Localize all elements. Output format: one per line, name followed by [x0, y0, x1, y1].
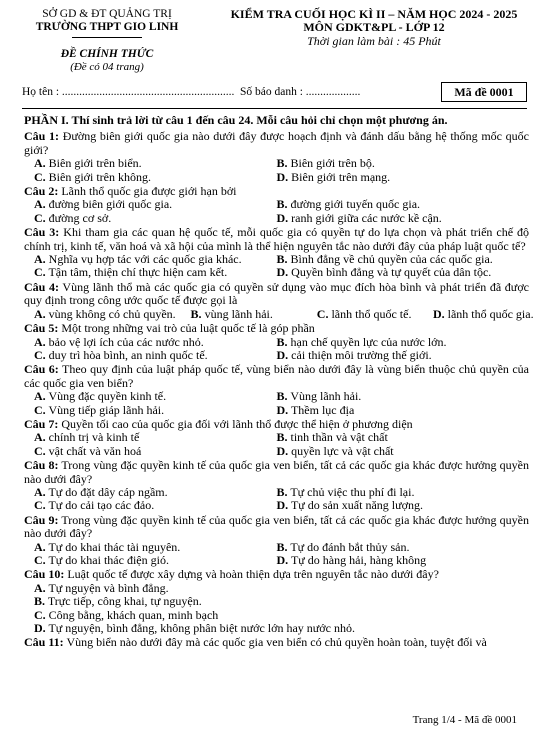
option-c[interactable]: C. lãnh thổ quốc tế. [316, 306, 412, 321]
option-d[interactable]: D. Tự do hàng hải, hàng không [276, 553, 427, 567]
option-b[interactable]: B. Tự chủ việc thu phí đi lại. [276, 484, 415, 499]
question-text: Trong vùng đặc quyền kinh tế của quốc gia ven biển, tất cả các quốc gia khác được hưởng quyền nào dưới đây? [24, 512, 529, 541]
question-5 [24, 322, 529, 362]
exam-code-box: Mã đề 0001 [441, 82, 527, 102]
option-b[interactable]: B. tinh thần và vật chất [276, 430, 388, 445]
exam-info-block [218, 8, 530, 48]
option-b[interactable]: B. vùng lãnh hải. [190, 306, 273, 321]
option-d[interactable]: D. Tự nguyện, bình đẳng, không phân biệt nước lớn hay nước nhỏ. [34, 621, 355, 636]
question-text: Khi tham gia các quan hệ quốc tế, mỗi quốc gia có quyền tự do lựa chọn và phát triển chế độ chính trị, kinh tế, văn hoá và xã hội của mình là thể hiện nguyên tắc nào dưới đây của pháp luật quốc tế? [24, 225, 530, 253]
question-number: Câu 11: [24, 635, 64, 650]
option-a[interactable]: A. Tự do đặt dây cáp ngầm. [34, 484, 168, 499]
question-2 [24, 185, 529, 225]
option-c[interactable]: C. Vùng tiếp giáp lãnh hải. [34, 402, 165, 417]
question-number: Câu 3: [24, 225, 60, 240]
option-c[interactable]: C. Tự do cải tạo các đảo. [34, 498, 155, 513]
question-11 [24, 636, 529, 649]
part-heading: PHẦN I. Thí sinh trả lời từ câu 1 đến câu 24. Mỗi câu hỏi chỉ chọn một phương án. [24, 113, 448, 127]
option-a[interactable]: A. Tự nguyện và bình đẳng. [34, 580, 169, 595]
question-number: Câu 2: [24, 184, 59, 199]
option-d[interactable]: D. Thềm lục địa [276, 402, 355, 417]
exam-header [0, 7, 539, 74]
question-text: Vùng biển nào dưới đây mà các quốc gia ven biển có chủ quyền hoàn toàn, tuyệt đối và [66, 635, 487, 650]
option-a[interactable]: A. vùng không có chủ quyền. [34, 306, 176, 321]
option-a[interactable]: A. Nghĩa vụ hợp tác với các quốc gia khác. [34, 252, 242, 267]
divider [72, 37, 142, 38]
question-text: Theo quy định của luật pháp quốc tế, vùng biển nào dưới đây là vùng biển thuộc chủ quyền của các quốc gia ven biển? [24, 362, 529, 390]
option-a[interactable]: A. bảo vệ lợi ích của các nước nhỏ. [34, 334, 204, 349]
option-c[interactable]: C. Công bằng, khách quan, minh bạch [34, 607, 219, 622]
option-c[interactable]: C. Tự do khai thác điện gió. [34, 553, 169, 567]
candidate-number-field[interactable]: Số báo danh : ................... [240, 86, 361, 98]
question-text: Một trong những vai trò của luật quốc tế là góp phần [61, 321, 315, 336]
school-block [22, 8, 192, 75]
question-number: Câu 6: [24, 362, 59, 377]
question-number: Câu 10: [24, 567, 65, 582]
question-8 [24, 459, 529, 513]
question-9 [24, 514, 529, 568]
option-b[interactable]: B. đường giới tuyến quốc gia. [276, 197, 421, 212]
option-d[interactable]: D. Tự do sản xuất năng lượng. [276, 498, 423, 513]
question-number: Câu 8: [24, 458, 59, 473]
question-7 [24, 418, 529, 458]
option-d[interactable]: D. ranh giới giữa các nước kề cận. [276, 210, 442, 225]
question-text: Đường biên giới quốc gia nào dưới đây được hoạch định và đánh dấu bằng hệ thống mốc quốc giới? [24, 129, 530, 157]
option-c[interactable]: C. Tận tâm, thiện chí thực hiện cam kết. [34, 265, 228, 280]
option-d[interactable]: D. cải thiện môi trường thế giới. [276, 347, 432, 362]
option-a[interactable]: A. Tự do khai thác tài nguyên. [34, 539, 181, 554]
page-footer: Trang 1/4 - Mã đề 0001 [412, 714, 517, 726]
option-d[interactable]: D. Biên giới trên mạng. [276, 169, 391, 184]
option-d[interactable]: D. Quyền bình đẳng và tự quyết của dân tộc. [276, 265, 492, 280]
option-b[interactable]: B. Biên giới trên bộ. [276, 156, 375, 171]
official-label: ĐỀ CHÍNH THỨC [60, 47, 154, 60]
question-text: Lãnh thổ quốc gia được giới hạn bởi [61, 184, 237, 199]
option-c[interactable]: C. Biên giới trên không. [34, 169, 152, 184]
exam-title: KIỂM TRA CUỐI HỌC KÌ II – NĂM HỌC 2024 - 2025 [230, 7, 518, 21]
question-number: Câu 7: [24, 416, 59, 431]
option-a[interactable]: A. Vùng đặc quyền kinh tế. [34, 389, 167, 404]
question-number: Câu 9: [24, 512, 59, 527]
option-c[interactable]: C. đường cơ sở. [34, 210, 112, 225]
option-b[interactable]: B. Vùng lãnh hải. [276, 389, 362, 404]
option-a[interactable]: A. chính trị và kinh tế [34, 430, 140, 445]
option-c[interactable]: C. vật chất và văn hoá [34, 443, 142, 458]
option-b[interactable]: B. Tự do đánh bắt thủy sản. [276, 539, 410, 554]
subject-title: MÔN GDKT&PL - LỚP 12 [303, 20, 445, 35]
time-limit: Thời gian làm bài : 45 Phút [307, 33, 441, 48]
question-4 [24, 279, 534, 321]
question-text: Luật quốc tế được xây dựng và hoàn thiện dựa trên nguyên tắc nào dưới đây? [67, 567, 439, 582]
question-number: Câu 5: [24, 321, 59, 336]
option-b[interactable]: B. Bình đẳng về chủ quyền của các quốc gia. [276, 252, 493, 267]
question-6 [24, 363, 529, 417]
option-b[interactable]: B. Trực tiếp, công khai, tự nguyện. [34, 594, 202, 609]
option-d[interactable]: D. quyền lực và vật chất [276, 443, 394, 458]
option-b[interactable]: B. hạn chế quyền lực của nước lớn. [276, 334, 447, 349]
option-d[interactable]: D. lãnh thổ quốc gia. [432, 306, 534, 321]
question-number: Câu 4: [24, 279, 59, 294]
option-a[interactable]: A. đường biên giới quốc gia. [34, 197, 173, 212]
question-text: Quyền tối cao của quốc gia đối với lãnh thổ được thể hiện ở phương diện [61, 416, 413, 431]
department-name: SỞ GD & ĐT QUẢNG TRỊ [42, 8, 172, 20]
school-name: TRƯỜNG THPT GIO LINH [35, 21, 179, 34]
option-a[interactable]: A. Biên giới trên biển. [34, 156, 142, 171]
question-number: Câu 1: [24, 129, 60, 144]
question-10 [24, 568, 529, 635]
separator-line [22, 108, 527, 109]
question-3 [24, 226, 529, 280]
questions-section [24, 113, 534, 650]
question-text: Vùng lãnh thổ mà các quốc gia có quyền sử dụng vào mục đích hòa bình và phát triển đã được quy định trong công ước quốc tế được gọi là [24, 279, 529, 308]
option-c[interactable]: C. duy trì hòa bình, an ninh quốc tế. [34, 347, 208, 362]
student-info-row [22, 82, 527, 102]
page-count: (Đề có 04 trang) [70, 61, 144, 74]
student-name-field[interactable]: Họ tên : ............................................................ [22, 86, 235, 98]
question-1 [24, 130, 529, 184]
question-text: Trong vùng đặc quyền kinh tế của quốc gia ven biển, tất cả các quốc gia khác được hưởng quyền nào dưới đây? [24, 458, 529, 486]
